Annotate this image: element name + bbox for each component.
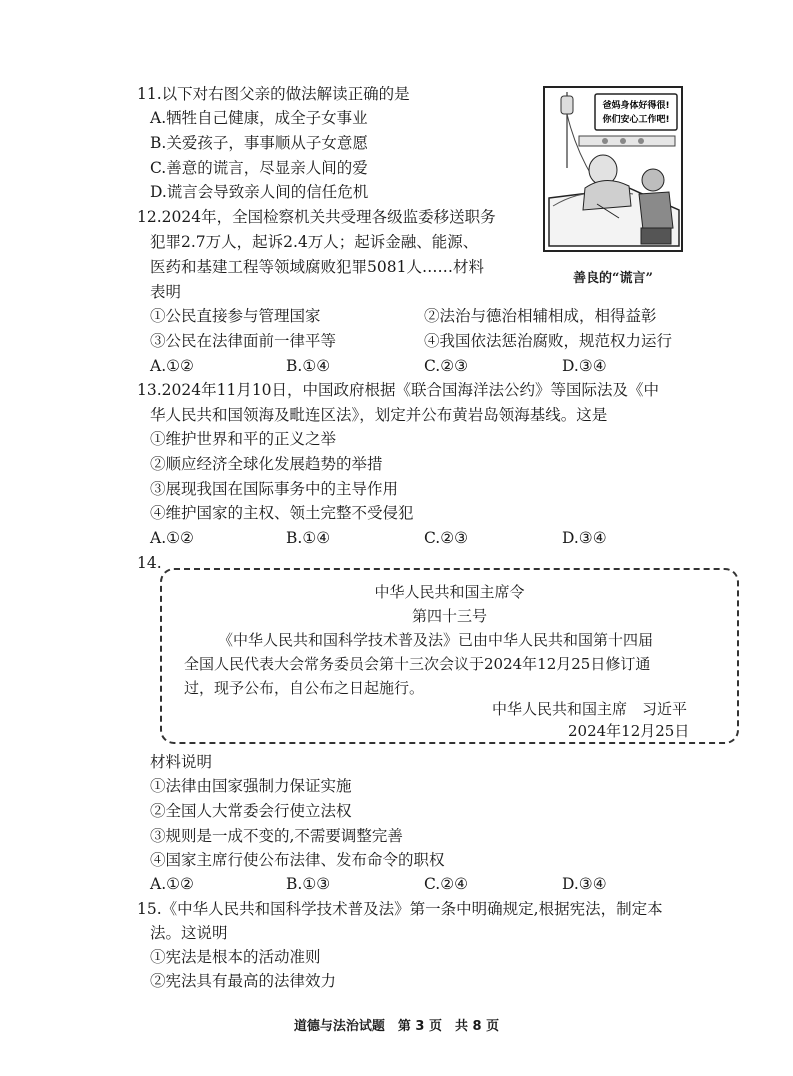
- q14-item-1: ①法律由国家强制力保证实施: [150, 777, 352, 795]
- q14-item-4: ④国家主席行使公布法律、发布命令的职权: [150, 851, 445, 869]
- q12-item-4: ④我国依法惩治腐败，规范权力运行: [424, 332, 673, 350]
- q11-option-a: A.牺牲自己健康，成全子女事业: [150, 109, 368, 127]
- q13-stem-line-1: 13.2024年11月10日，中国政府根据《联合国海洋法公约》等国际法及《中: [137, 381, 660, 399]
- q13-choice-b: B.①④: [286, 529, 331, 547]
- q15-item-1: ①宪法是根本的活动准则: [150, 948, 321, 966]
- q14-choice-c: C.②④: [424, 875, 469, 893]
- q11-option-d: D.谎言会导致亲人间的信任危机: [150, 183, 369, 201]
- q13-item-4: ④维护国家的主权、领土完整不受侵犯: [150, 504, 414, 522]
- q12-choice-b: B.①④: [286, 357, 331, 375]
- order-body-line-3: 过，现予公布，自公布之日起施行。: [184, 679, 425, 697]
- q13-choice-a: A.①②: [150, 529, 194, 547]
- q13-choice-d: D.③④: [562, 529, 607, 547]
- q12-item-2: ②法治与德治相辅相成，相得益彰: [424, 307, 657, 325]
- q14-lead: 材料说明: [150, 753, 213, 771]
- q14-item-2: ②全国人大常委会行使立法权: [150, 802, 352, 820]
- q15-stem-line-1: 15.《中华人民共和国科学技术普及法》第一条中明确规定,根据宪法，制定本: [137, 900, 663, 918]
- q15-item-2: ②宪法具有最高的法律效力: [150, 972, 337, 990]
- q12-stem-line-3: 医药和基建工程等领域腐败犯罪5081人……材料: [150, 258, 484, 276]
- q12-choice-a: A.①②: [150, 357, 194, 375]
- q12-stem-line-2: 犯罪2.7万人，起诉2.4万人；起诉金融、能源、: [150, 233, 479, 251]
- q12-stem-line-4: 表明: [150, 283, 182, 301]
- q14-choice-b: B.①③: [286, 875, 331, 893]
- q13-item-3: ③展现我国在国际事务中的主导作用: [150, 480, 399, 498]
- page-footer: 道德与法治试题 第 3 页 共 8 页: [293, 1019, 500, 1034]
- q14-number: 14.: [137, 554, 162, 572]
- cartoon-sign-line-1: 爸妈身体好得很!: [602, 101, 670, 111]
- order-body-line-2: 全国人民代表大会常务委员会第十三次会议于2024年12月25日修订通: [184, 655, 651, 673]
- q13-choice-c: C.②③: [424, 529, 469, 547]
- q14-choice-a: A.①②: [150, 875, 194, 893]
- cartoon-caption: 善良的“谎言”: [573, 271, 653, 286]
- q13-item-1: ①维护世界和平的正义之举: [150, 430, 337, 448]
- q11-stem: 11.以下对右图父亲的做法解读正确的是: [137, 85, 410, 103]
- presidential-order-box: [160, 568, 739, 744]
- q14-item-3: ③规则是一成不变的,不需要调整完善: [150, 827, 403, 845]
- q13-stem-line-2: 华人民共和国领海及毗连区法》，划定并公布黄岩岛领海基线。这是: [150, 406, 608, 424]
- q12-choice-d: D.③④: [562, 357, 607, 375]
- q12-stem-line-1: 12.2024年，全国检察机关共受理各级监委移送职务: [137, 208, 496, 226]
- q11-option-b: B.关爱孩子，事事顺从子女意愿: [150, 134, 368, 152]
- order-body-line-1: 《中华人民共和国科学技术普及法》已由中华人民共和国第十四届: [218, 631, 654, 649]
- order-number: 第四十三号: [411, 607, 487, 625]
- q15-stem-line-2: 法。这说明: [150, 924, 228, 942]
- q12-item-3: ③公民在法律面前一律平等: [150, 332, 337, 350]
- order-date: 2024年12月25日: [568, 722, 690, 740]
- order-title: 中华人民共和国主席令: [374, 583, 525, 601]
- cartoon-sign-line-2: 你们安心工作吧!: [602, 115, 670, 125]
- q12-choice-c: C.②③: [424, 357, 469, 375]
- cartoon-drawing: [545, 88, 681, 250]
- q11-option-c: C.善意的谎言，尽显亲人间的爱: [150, 159, 368, 177]
- order-signer: 中华人民共和国主席 习近平: [492, 700, 688, 718]
- q13-item-2: ②顺应经济全球化发展趋势的举措: [150, 455, 383, 473]
- cartoon-image: [543, 86, 683, 252]
- q12-item-1: ①公民直接参与管理国家: [150, 307, 321, 325]
- q14-choice-d: D.③④: [562, 875, 607, 893]
